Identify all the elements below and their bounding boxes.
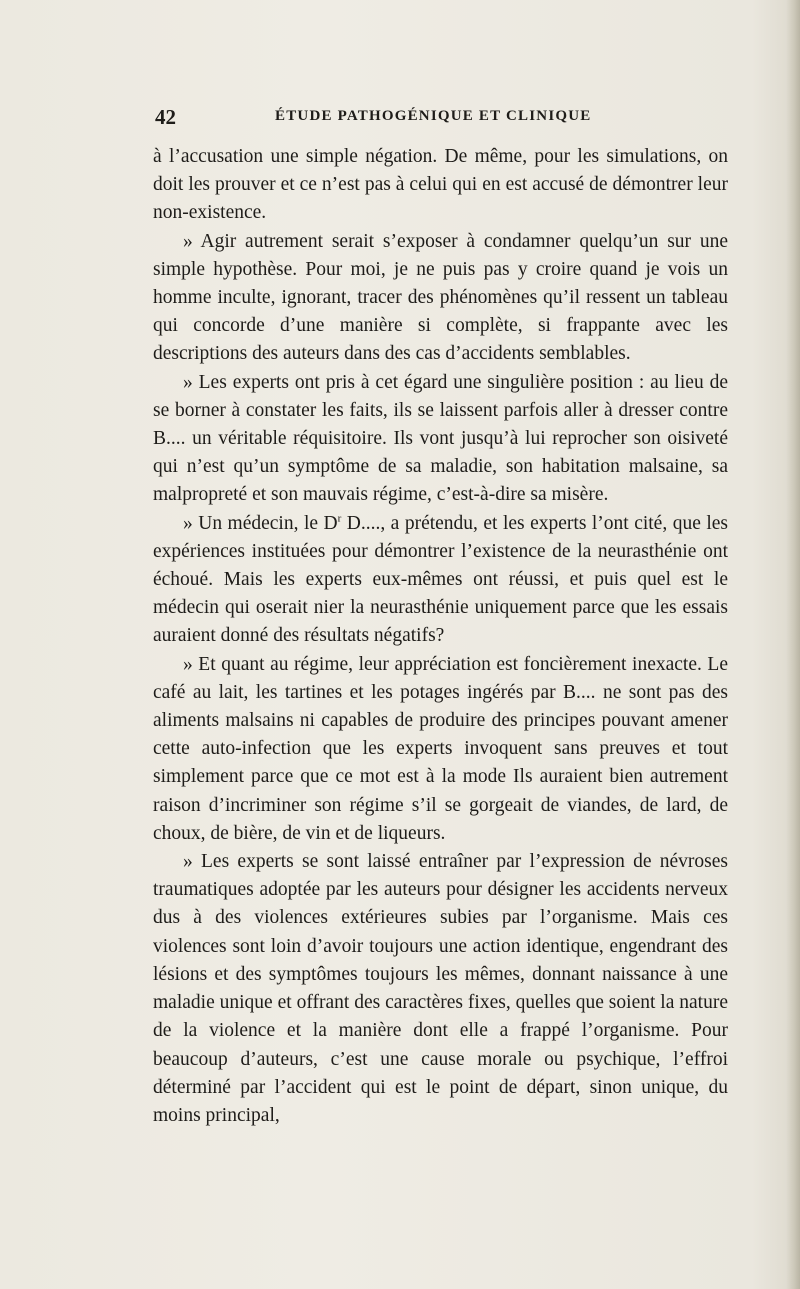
paragraph-4-rest: D...., a prétendu, et les experts l’ont cité, que les expériences instituées pour démontrer l’existence de la neurasthénie ont échoué. Mais les experts eux-mêmes ont réussi, et puis quel est le médecin qui oserait nier la neurasthénie uniquement parce que les essais auraient donné des résultats négatifs?	[153, 512, 728, 647]
page-edge-shadow	[786, 0, 800, 1289]
running-title: ÉTUDE PATHOGÉNIQUE ET CLINIQUE	[275, 108, 592, 124]
paragraph-4	[153, 510, 728, 651]
body-text	[153, 143, 728, 1130]
page-number: 42	[155, 105, 176, 129]
paragraph-1: à l’accusation une simple négation. De même, pour les simulations, on doit les prouver et ce n’est pas à celui qui en est accusé de démontrer leur non-existence.	[153, 146, 728, 224]
doctor-abbrev-superscript: r	[337, 512, 342, 525]
paragraph-4-start: » Un médecin, le D	[183, 512, 338, 534]
paragraph-5: » Et quant au régime, leur appréciation est foncièrement inexacte. Le café au lait, les tartines et les potages ingérés par B.... ne sont pas des aliments malsains ni capables de produire des principes pouvant amener cette auto-infection que les experts invoquent sans preuves et tout simplement parce que ce mot est à la mode Ils auraient bien autrement raison d’incriminer son régime s’il se gorgeait de viandes, de lard, de choux, de bière, de vin et de liqueurs.	[153, 653, 728, 844]
paragraph-3: » Les experts ont pris à cet égard une singulière position : au lieu de se borner à constater les faits, ils se laissent parfois aller à dresser contre B.... un véritable réquisitoire. Ils vont jusqu’à lui reprocher son oisiveté qui n’est qu’un symptôme de sa maladie, son habitation malsaine, sa malpropreté et son mauvais régime, c’est-à-dire sa misère.	[153, 371, 728, 506]
page-header	[155, 105, 725, 135]
paragraph-2: » Agir autrement serait s’exposer à condamner quelqu’un sur une simple hypothèse. Pour moi, je ne puis pas y croire quand je vois un homme inculte, ignorant, tracer des phénomènes qu’il ressent un tableau qui concorde d’une manière si complète, si frappante avec les descriptions des auteurs dans des cas d’accidents semblables.	[153, 230, 728, 365]
paragraph-6: » Les experts se sont laissé entraîner par l’expression de névroses traumatiques adoptée par les auteurs pour désigner les accidents nerveux dus à des violences extérieures subies par l’organisme. Mais ces violences sont loin d’avoir toujours une action identique, engendrant des lésions et des symptômes toujours les mêmes, donnant naissance à une maladie unique et offrant des caractères fixes, quelles que soient la nature de la violence et la manière dont elle a frappé l’organisme. Pour beaucoup d’auteurs, c’est une cause morale ou psychique, l’effroi déterminé par l’accident qui est le point de départ, sinon unique, du moins principal,	[153, 851, 728, 1126]
